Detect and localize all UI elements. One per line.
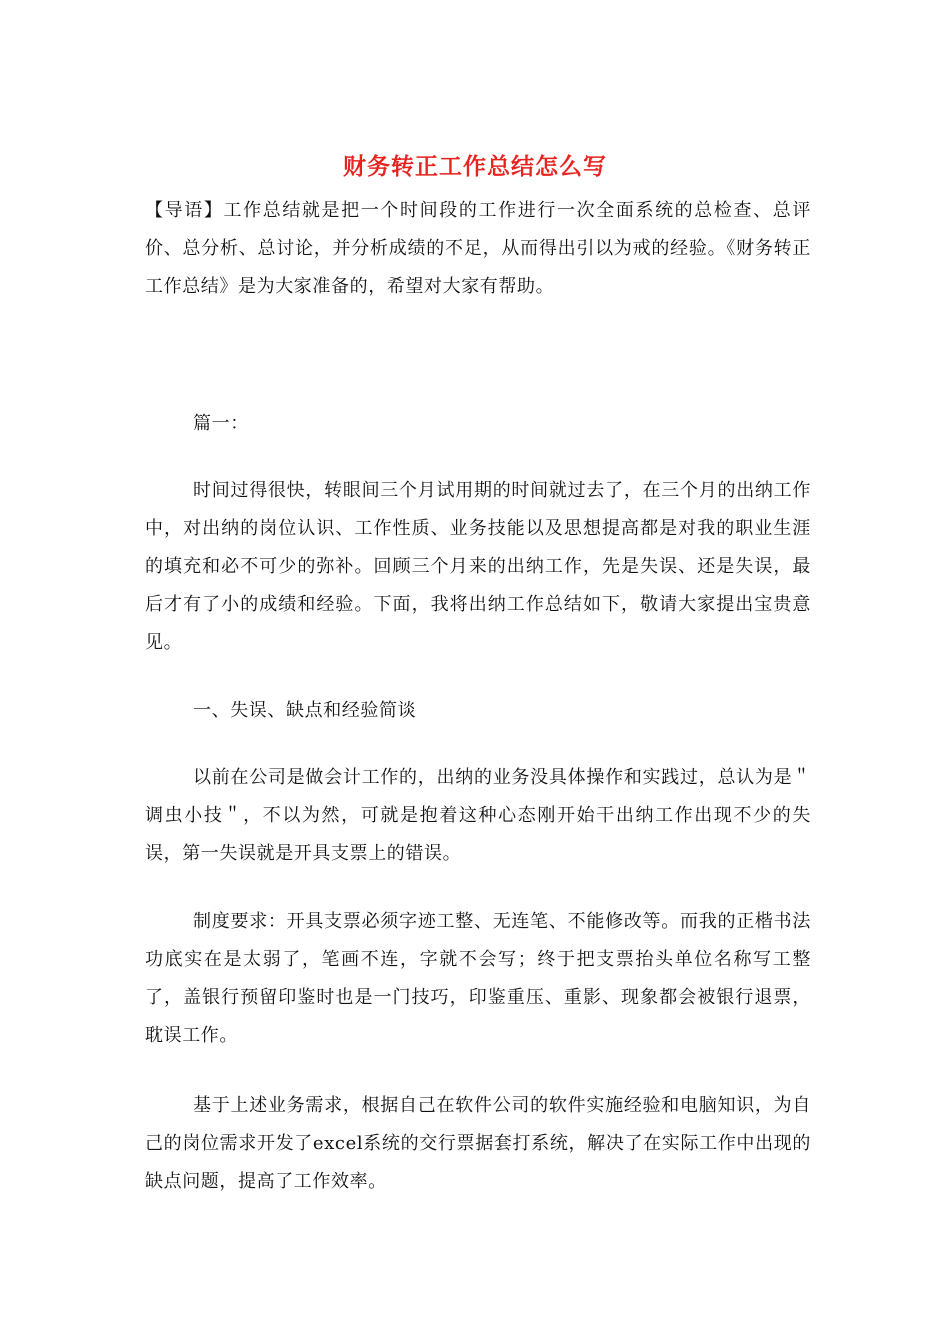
- body-paragraph-4: 基于上述业务需求，根据自己在软件公司的软件实施经验和电脑知识，为自己的岗位需求开发了excel系统的交行票据套打系统，解决了在实际工作中出现的缺点问题，提高了工作效率。: [145, 1095, 811, 1192]
- body-paragraph-3: 制度要求：开具支票必须字迹工整、无连笔、不能修改等。而我的正楷书法功底实在是太弱了，笔画不连，字就不会写；终于把支票抬头单位名称写工整了，盖银行预留印鉴时也是一门技巧，印鉴重压、重影、现象都会被银行退票，耽误工作。: [145, 911, 811, 1046]
- section-heading-1: 一、失误、缺点和经验简谈: [193, 700, 417, 721]
- intro-paragraph: 【导语】工作总结就是把一个时间段的工作进行一次全面系统的总检查、总评价、总分析、总讨论，并分析成绩的不足，从而得出引以为戒的经验。《财务转正工作总结》是为大家准备的，希望对大家有帮助。: [145, 200, 811, 297]
- section-label: 篇一：: [193, 413, 249, 434]
- body-paragraph-1: 时间过得很快，转眼间三个月试用期的时间就过去了，在三个月的出纳工作中，对出纳的岗位认识、工作性质、业务技能以及思想提高都是对我的职业生涯的填充和必不可少的弥补。回顾三个月来的出纳工作，先是失误、还是失误，最后才有了小的成绩和经验。下面，我将出纳工作总结如下，敬请大家提出宝贵意见。: [145, 480, 811, 653]
- document-title: 财务转正工作总结怎么写: [343, 153, 607, 180]
- body-paragraph-2: 以前在公司是做会计工作的，出纳的业务没具体操作和实践过，总认为是＂调虫小技＂，不以为然，可就是抱着这种心态刚开始干出纳工作出现不少的失误，第一失误就是开具支票上的错误。: [145, 767, 811, 864]
